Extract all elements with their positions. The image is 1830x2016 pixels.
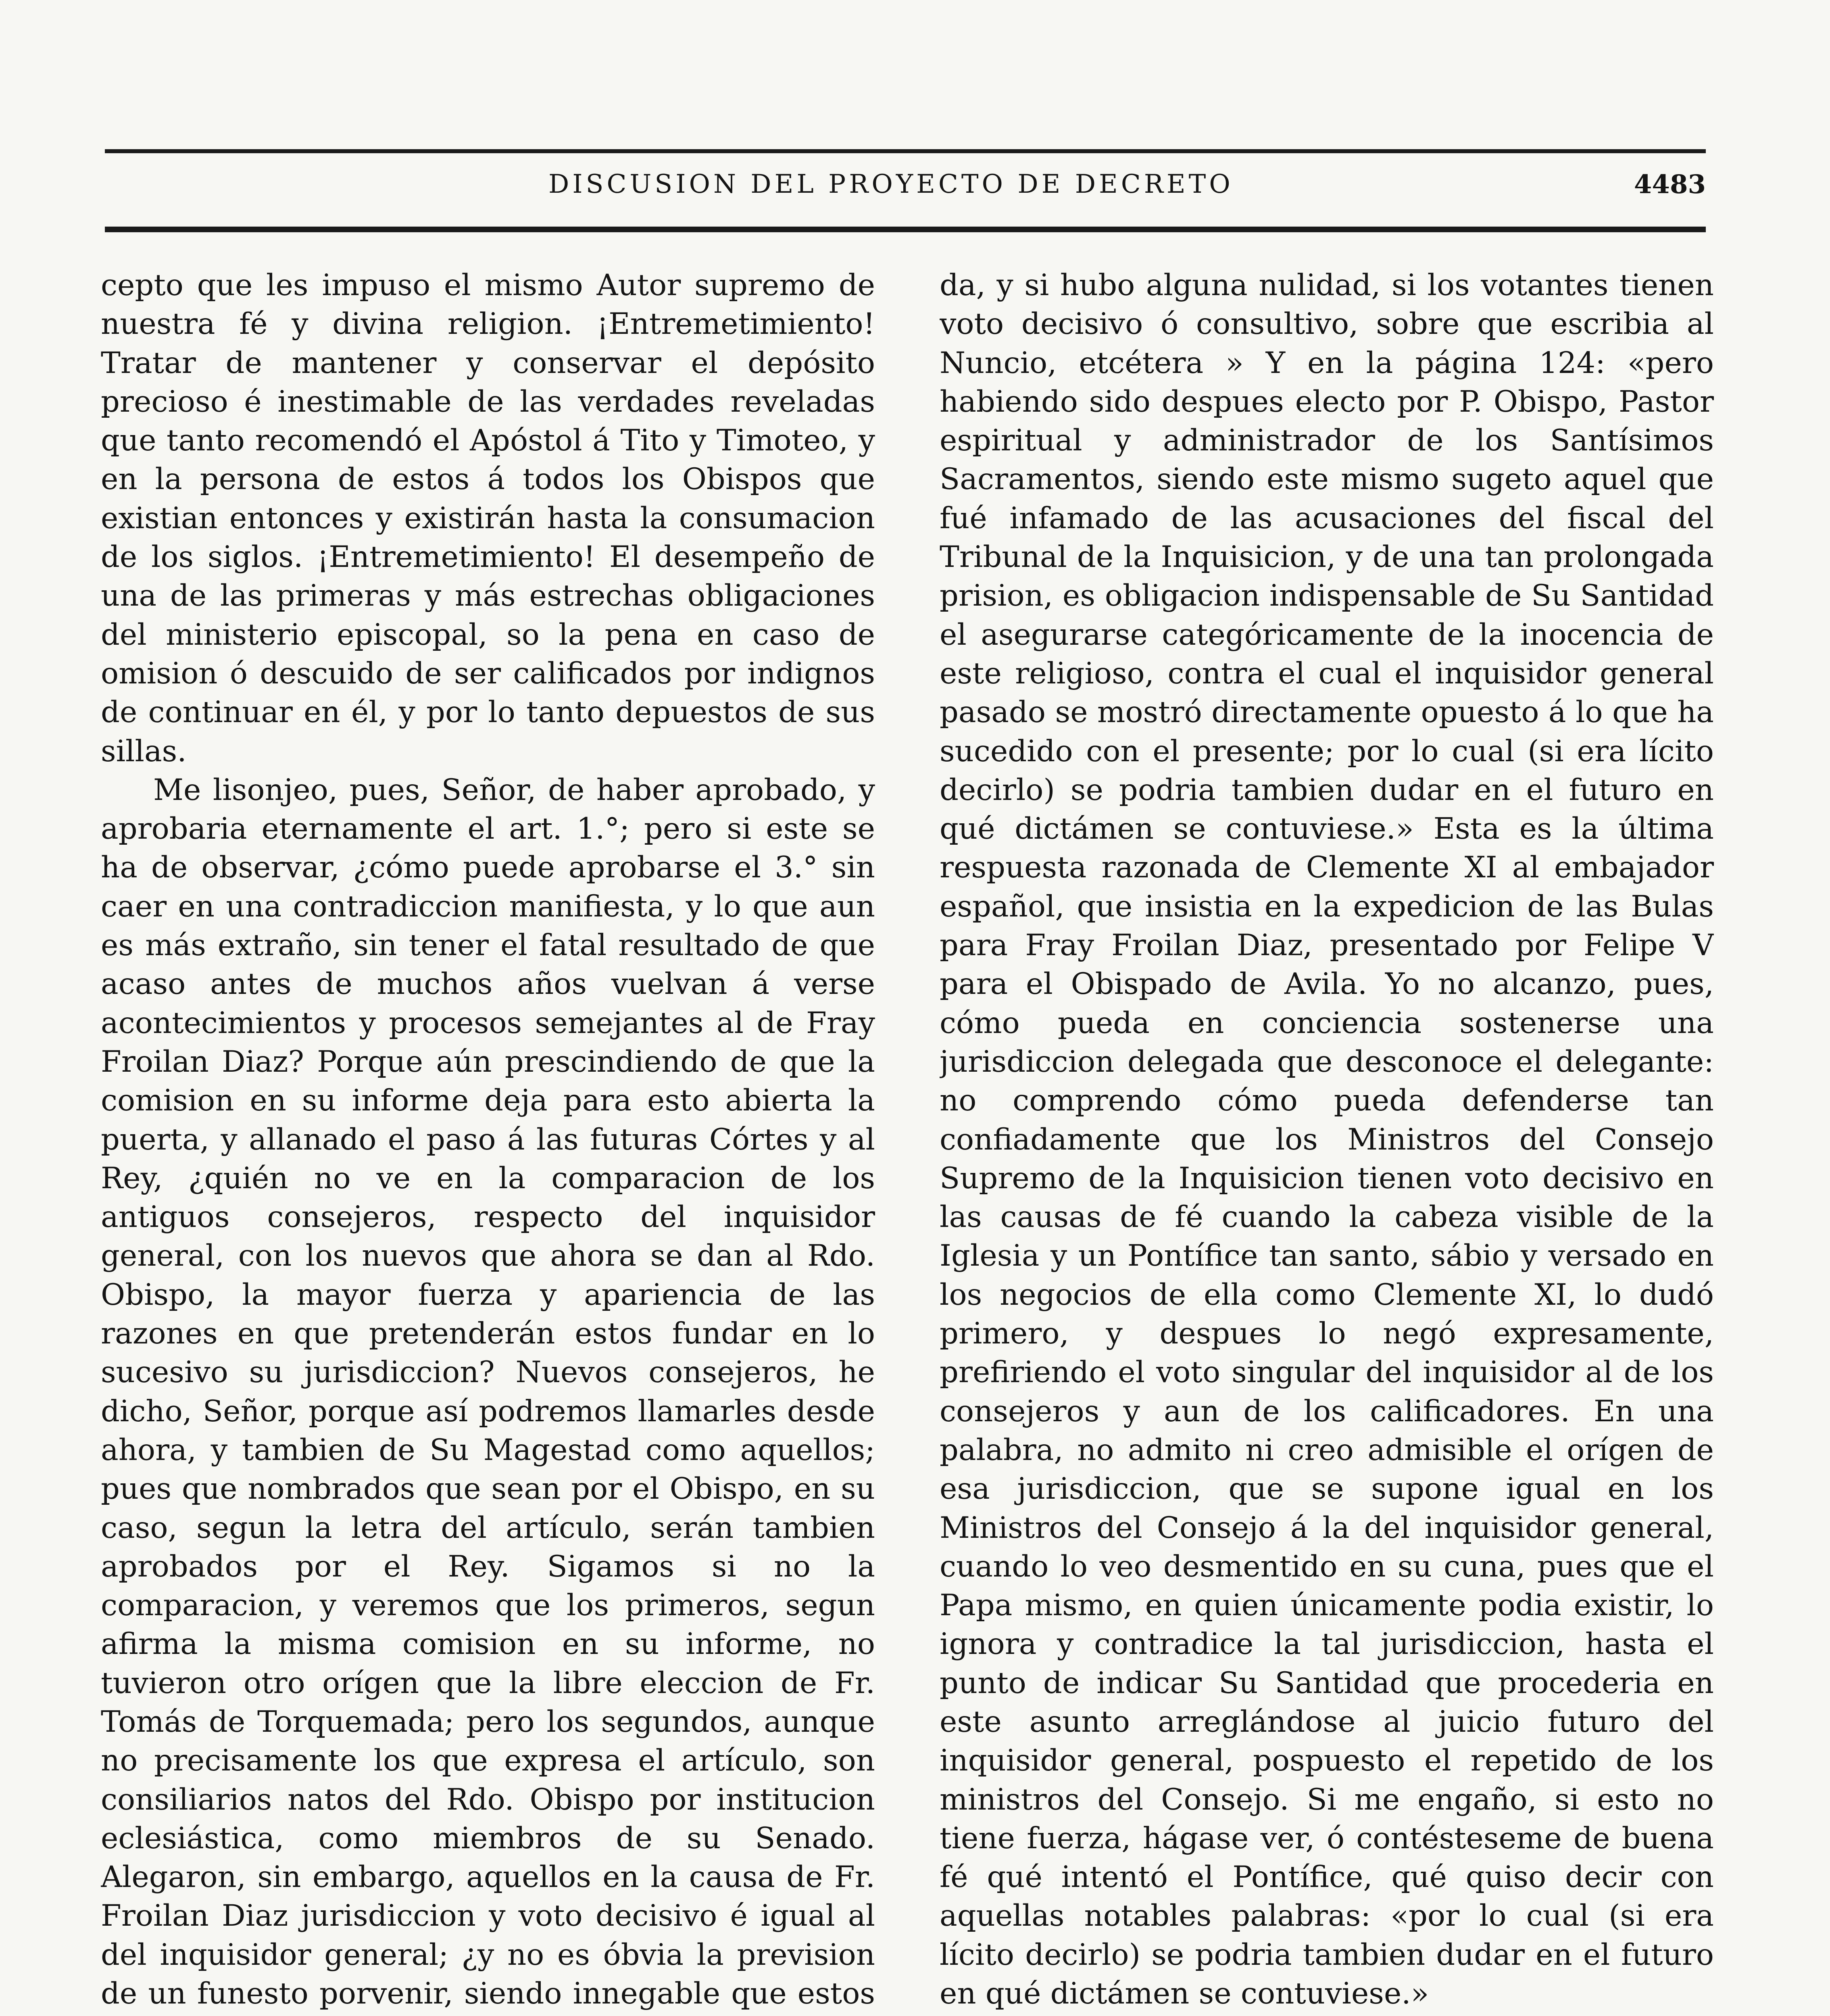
running-title: DISCUSION DEL PROYECTO DE DECRETO bbox=[548, 169, 1234, 199]
left-paragraph-1: cepto que les impuso el mismo Autor supremo de nuestra fé y divina religion. ¡Entremetimiento! Tratar de mantener y conservar el depósito precioso é inestimable de las verdades reveladas que tanto recomendó el Apóstol á Tito y Timoteo, y en la persona de estos á todos los Obispos que existian entonces y existirán hasta la consumacion de los siglos. ¡Entremetimiento! El desempeño de una de las primeras y más estrechas obligaciones del ministerio episcopal, so la pena en caso de omision ó descuido de ser calificados por indignos de continuar en él, y por lo tanto depuestos de sus sillas. bbox=[101, 268, 875, 768]
page-number: 4483 bbox=[1634, 169, 1706, 200]
left-column bbox=[101, 266, 875, 2016]
top-rule bbox=[105, 149, 1706, 153]
right-column bbox=[940, 266, 1714, 2016]
right-paragraph-2 bbox=[940, 2013, 1714, 2016]
right-paragraph-1: da, y si hubo alguna nulidad, si los votantes tienen voto decisivo ó consultivo, sobre que escribia al Nuncio, etcétera » Y en la página 124: «pero habiendo sido despues electo por P. Obispo, Pastor espiritual y administrador de los Santísimos Sacramentos, siendo este mismo sugeto aquel que fué infamado de las acusaciones del fiscal del Tribunal de la Inquisicion, y de una tan prolongada prision, es obligacion indispensable de Su Santidad el asegurarse categóricamente de la inocencia de este religioso, contra el cual el inquisidor general pasado se mostró directamente opuesto á lo que ha sucedido con el presente; por lo cual (si era lícito decirlo) se podria tambien dudar en el futuro en qué dictámen se contuviese.» Esta es la última respuesta razonada de Clemente XI al embajador español, que insistia en la expedicion de las Bulas para Fray Froilan Diaz, presentado por Felipe V para el Obispado de Avila. Yo no alcanzo, pues, cómo pueda en conciencia sostenerse una jurisdiccion delegada que desconoce el delegante: no comprendo cómo pueda defenderse tan confiadamente que los Ministros del Consejo Supremo de la Inquisicion tienen voto decisivo en las causas de fé cuando la cabeza visible de la Iglesia y un Pontífice tan santo, sábio y versado en los negocios de ella como Clemente XI, lo dudó primero, y despues lo negó expresamente, prefiriendo el voto singular del inquisidor al de los consejeros y aun de los calificadores. En una palabra, no admito ni creo admisible el orígen de esa jurisdiccion, que se supone igual en los Ministros del Consejo á la del inquisidor general, cuando lo veo desmentido en su cuna, pues que el Papa mismo, en quien únicamente podia existir, lo ignora y contradice la tal jurisdiccion, hasta el punto de indicar Su Santidad que procederia en este asunto arreglándose al juicio futuro del inquisidor general, pospuesto el repetido de los ministros del Consejo. Si me engaño, si esto no tiene fuerza, hágase ver, ó contésteseme de buena fé qué intentó el Pontífice, qué quiso decir con aquellas notables palabras: «por lo cual (si era lícito decirlo) se podria tambien dudar en el futuro en qué dictámen se contuviese.» bbox=[940, 268, 1714, 2011]
page-header bbox=[105, 121, 1706, 254]
header-rule bbox=[105, 227, 1706, 232]
left-paragraph-2: Me lisonjeo, pues, Señor, de haber aprobado, y aprobaria eternamente el art. 1.°; pero si este se ha de observar, ¿cómo puede aprobarse el 3.° sin caer en una contradiccion manifiesta, y lo que aun es más extraño, sin tener el fatal resultado de que acaso antes de muchos años vuelvan á verse acontecimientos y procesos semejantes al de Fray Froilan Diaz? Porque aún prescindiendo de que la comision en su informe deja para esto abierta la puerta, y allanado el paso á las futuras Córtes y al Rey, ¿quién no ve en la comparacion de los antiguos consejeros, respecto del inquisidor general, con los nuevos que ahora se dan al Rdo. Obispo, la mayor fuerza y apariencia de las razones en que pretenderán estos fundar en lo sucesivo su jurisdiccion? Nuevos consejeros, he dicho, Señor, porque así podremos llamarles desde ahora, y tambien de Su Magestad como aquellos; pues que nombrados que sean por el Obispo, en su caso, segun la letra del artículo, serán tambien aprobados por el Rey. Sigamos si no la comparacion, y veremos que los primeros, segun afirma la misma comision en su informe, no tuvieron otro orígen que la libre eleccion de Fr. Tomás de Torquemada; pero los segundos, aunque no precisamente los que expresa el artículo, son consiliarios natos del Rdo. Obispo por institucion eclesiástica, como miembros de su Senado. Alegaron, sin embargo, aquellos en la causa de Fr. Froilan Diaz jurisdiccion y voto decisivo é igual al del inquisidor general; ¿y no es óbvia la prevision de un funesto porvenir, siendo innegable que estos bbox=[101, 773, 875, 2011]
